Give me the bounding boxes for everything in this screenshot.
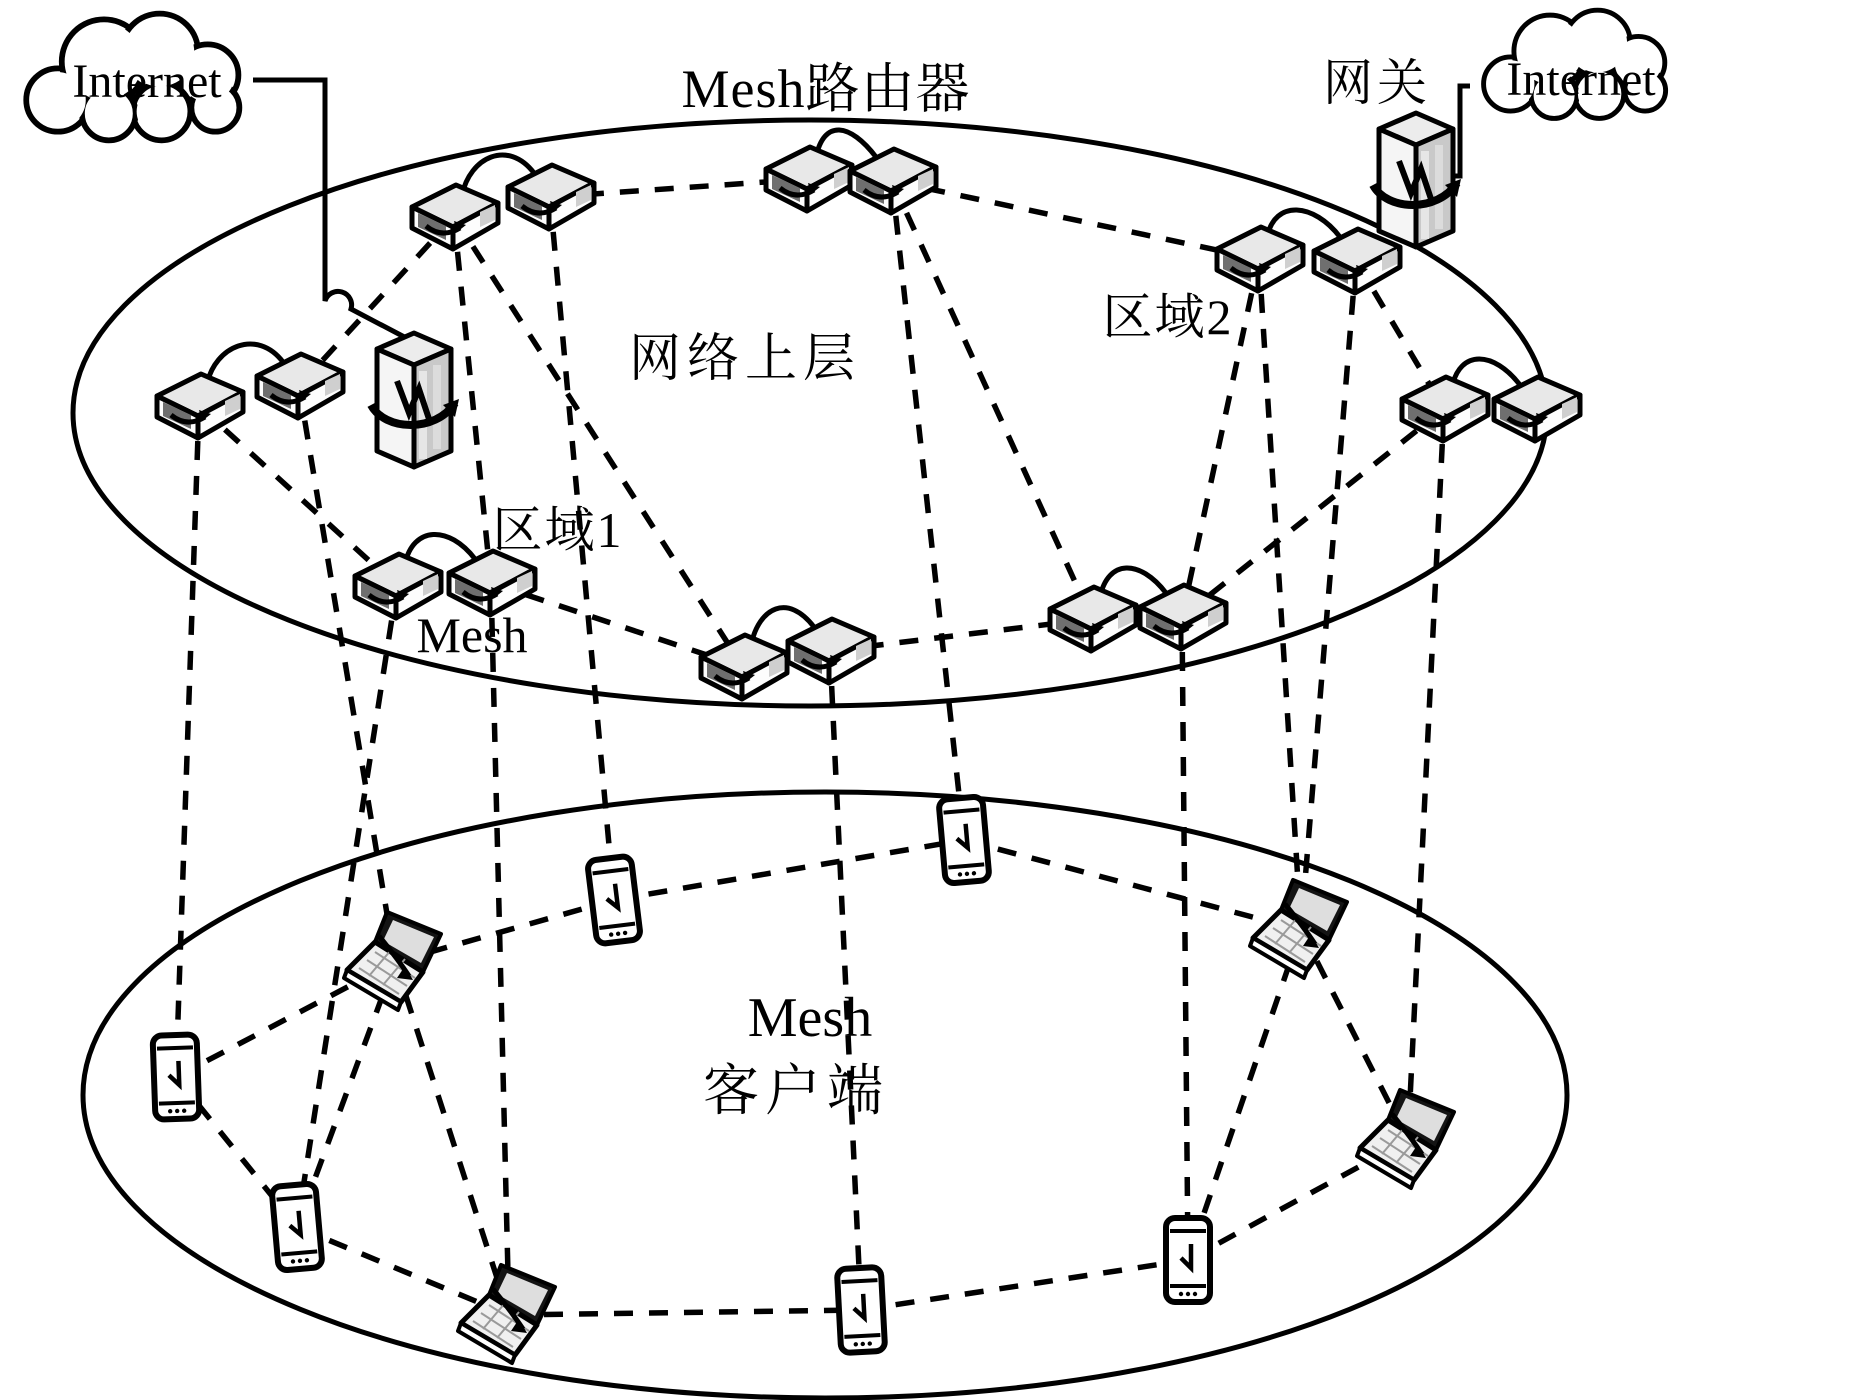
phone-client-icon (271, 1183, 322, 1271)
area2-label: 区域2 (1102, 289, 1234, 345)
gateway-label: 网关 (1323, 55, 1431, 111)
dashed-link-phone-e-laptop-3 (964, 840, 1301, 930)
network-upper-layer-label: 网络上层 (628, 331, 862, 388)
dashed-link-phone-c-phone-e (614, 840, 964, 900)
dashed-link-phone-d-phone-f (861, 1260, 1188, 1310)
mesh-router-icon (508, 165, 594, 229)
dashed-link-r3b-phone-e (892, 181, 964, 840)
mesh-clients-label-line1: Mesh (747, 987, 873, 1049)
dashed-link-r4b-laptop-3 (1301, 261, 1356, 930)
mesh-router-icon (1217, 227, 1303, 291)
dashed-link-phone-b-laptop-2 (297, 1227, 509, 1315)
dashed-link-r6a-phone-b (297, 586, 397, 1227)
mesh-router-icon (1494, 377, 1580, 441)
laptop-client-icon (458, 1265, 555, 1363)
laptop-client-icon (1250, 880, 1347, 978)
laptop-client-icon (344, 912, 441, 1010)
mesh-router-icon (1050, 587, 1136, 651)
dashed-link-r5a-laptop-4 (1408, 409, 1444, 1140)
mesh-router-icon (701, 635, 787, 699)
dashed-link-r3b-r4a (892, 181, 1259, 259)
internet-left-label: Internet (72, 55, 222, 108)
phone-client-icon (153, 1034, 200, 1119)
mesh-router-icon (257, 354, 343, 418)
mesh-router-icon (850, 149, 936, 213)
mesh-router-icon (157, 374, 243, 438)
mesh-router-icon (412, 185, 498, 249)
dashed-link-r4a-laptop-3 (1259, 259, 1301, 930)
phone-client-icon (837, 1267, 885, 1353)
phone-client-icon (587, 856, 641, 945)
mesh-router-icon (788, 619, 874, 683)
dashed-link-r2a-r6b (454, 217, 491, 583)
dashed-link-r8b-phone-f (1182, 617, 1188, 1260)
laptop-client-icon (1357, 1090, 1454, 1188)
dashed-link-laptop-1-laptop-2 (395, 962, 509, 1315)
mesh-router-layer-label: Mesh路由器 (681, 59, 971, 119)
dashed-link-r1a-phone-a (176, 406, 199, 1077)
mesh-router-icon (449, 551, 535, 615)
mesh-router-icon (1314, 229, 1400, 293)
server-icon (371, 333, 459, 467)
device-nodes (153, 113, 1580, 1363)
dashed-link-r7b-phone-d (830, 651, 861, 1310)
dashed-link-laptop-2-phone-d (509, 1310, 861, 1315)
dashed-link-r6b-laptop-2 (491, 583, 509, 1315)
internet-right-label: Internet (1506, 53, 1656, 106)
phone-client-icon (1166, 1218, 1210, 1302)
phone-client-icon (938, 796, 989, 884)
area1-label: 区域1 (492, 502, 624, 558)
mesh-router-icon (766, 147, 852, 211)
gateway-server-icon (1373, 113, 1461, 247)
dashed-link-r3b-r8a (892, 181, 1092, 619)
mesh-clients-label-line2: 客户端 (703, 1061, 889, 1123)
mesh-area1-label: Mesh (416, 607, 528, 663)
dashed-link-r1a-r6a (199, 406, 397, 586)
